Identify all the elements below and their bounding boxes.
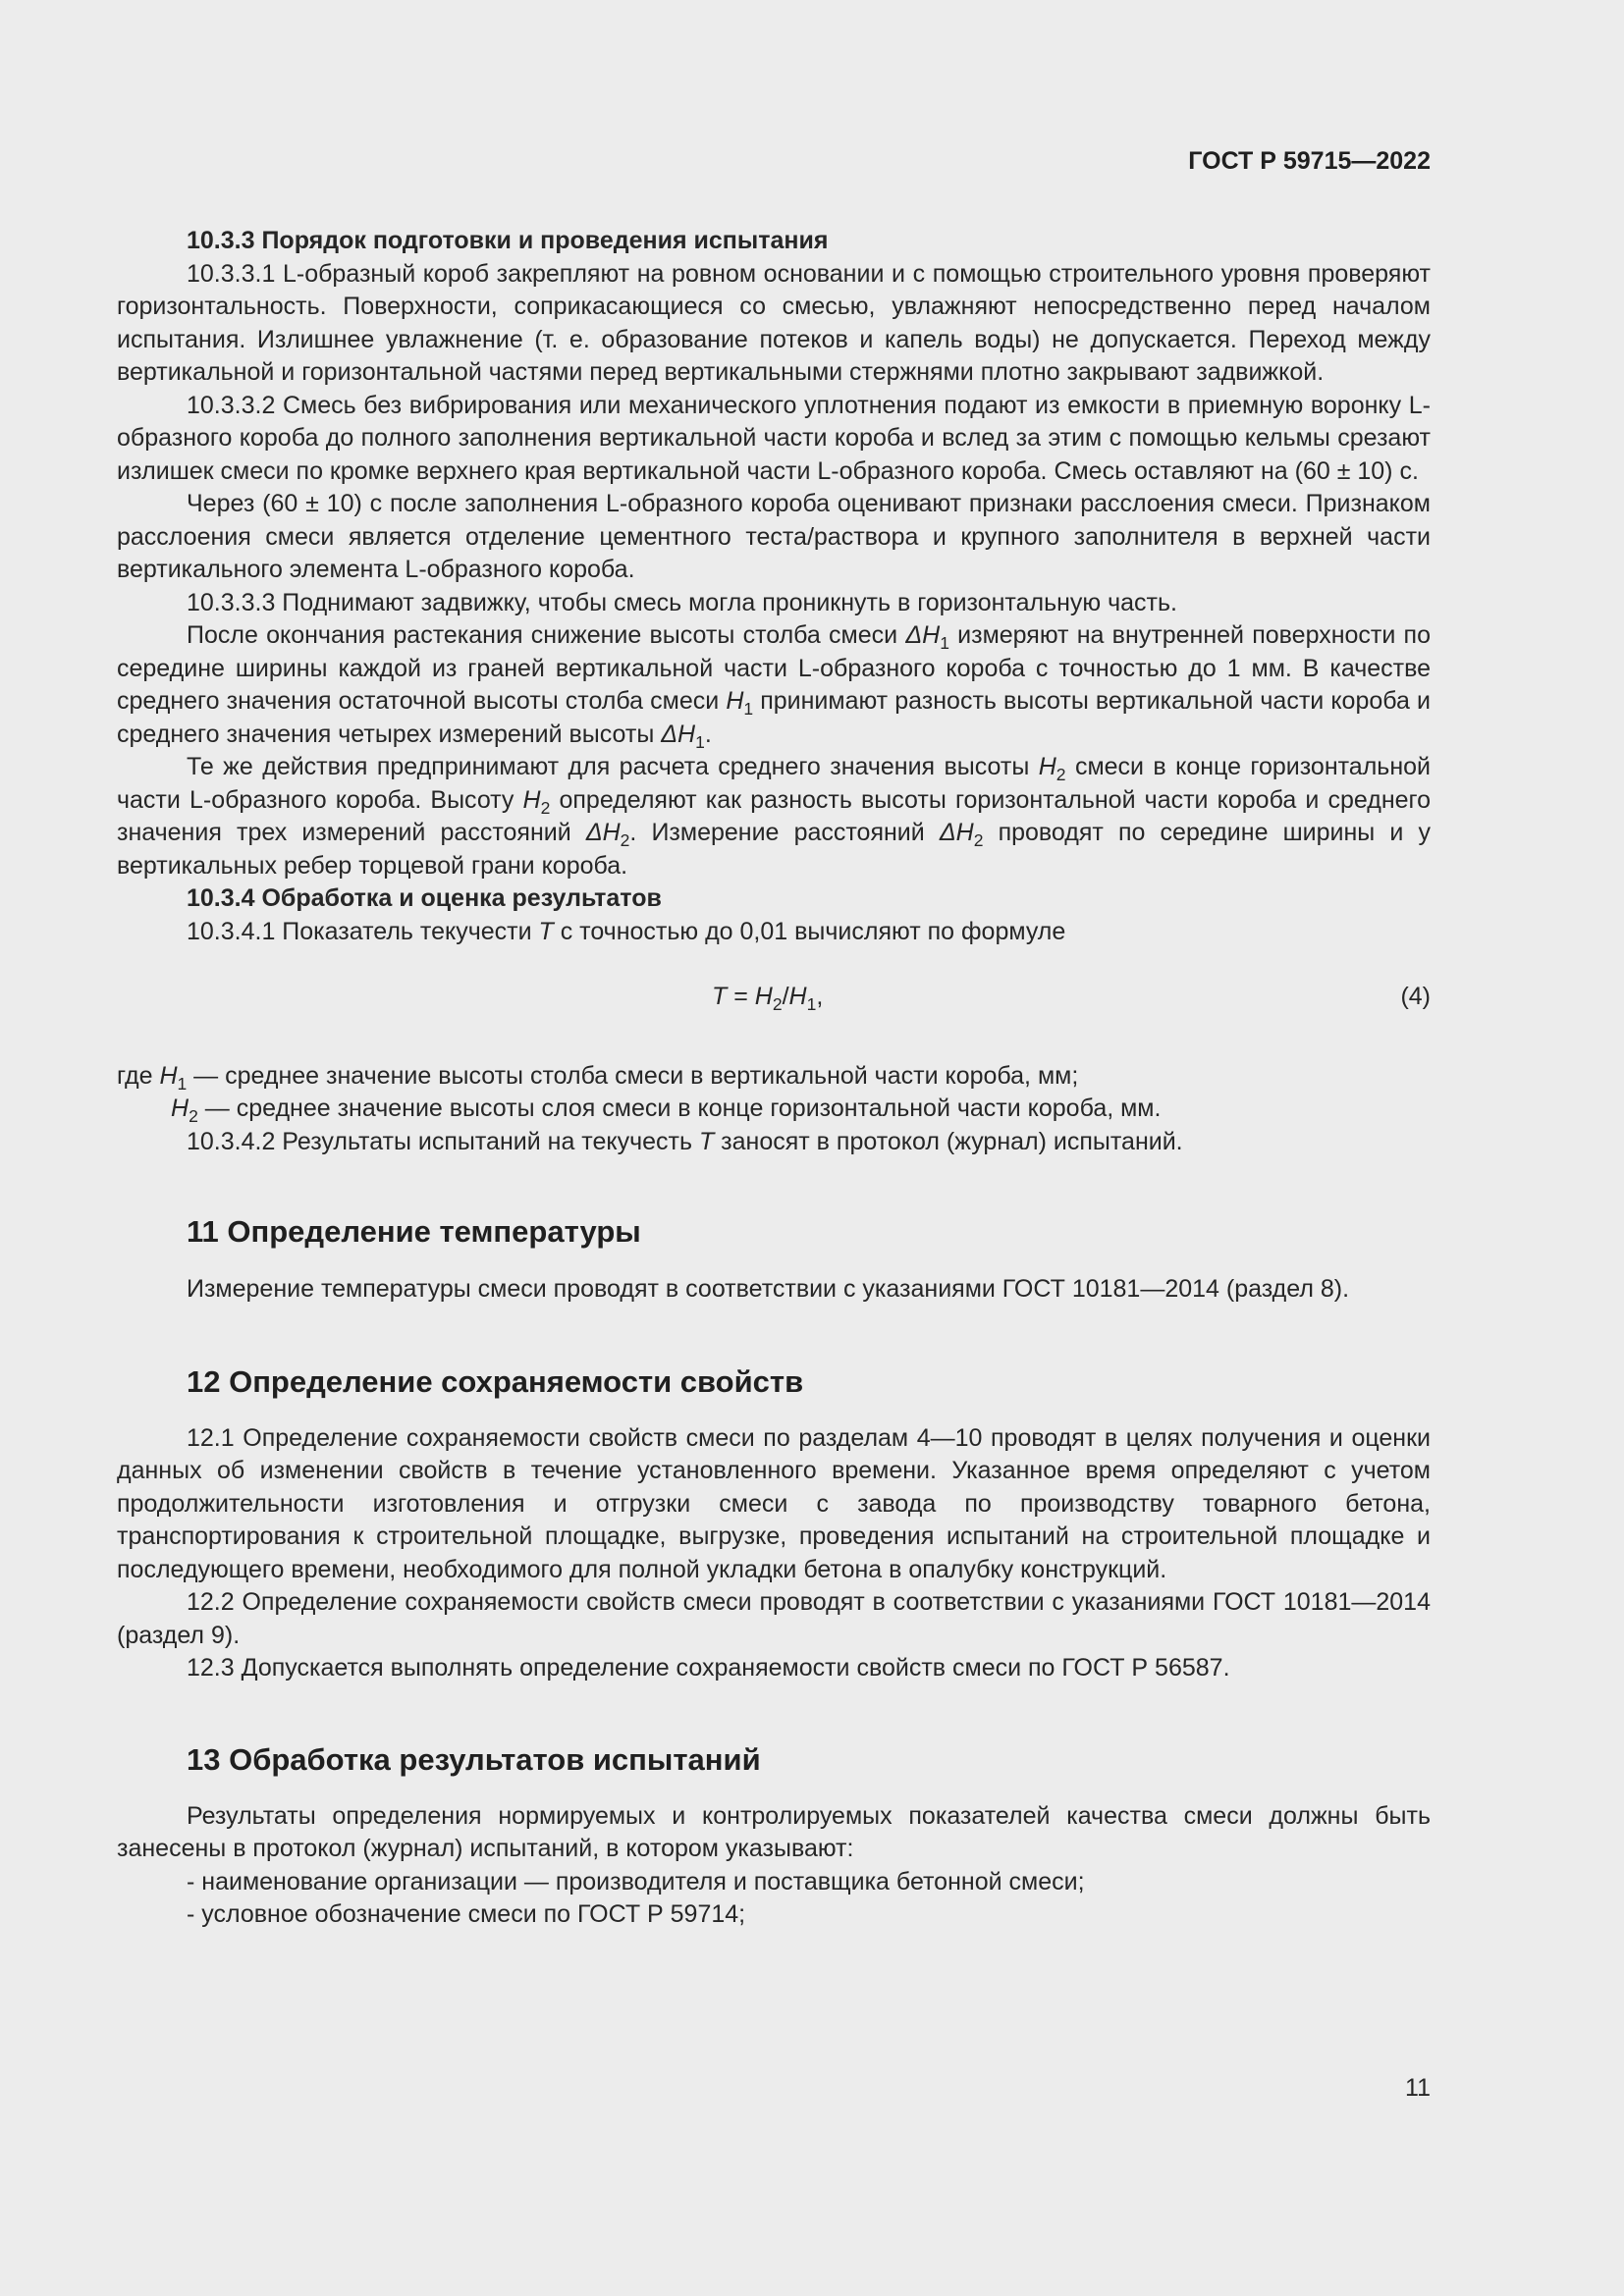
section-13-heading: 13 Обработка результатов испытаний: [187, 1741, 761, 1777]
paragraph-10-3-3-3: 10.3.3.3 Поднимают задвижку, чтобы смесь могла проникнуть в горизонтальную часть.: [187, 588, 1177, 616]
paragraph-12-1: 12.1 Определение сохраняемости свойств смеси по разделам 4—10 проводят в целях получения и оценки данных об изменении свойств в течение установленного времени. Указанное время определяют с учетом продолжительности изготовления и отгрузки смеси с завода по производству товарного бетона, транспортирования к строительной площадке, выгрузке, проведения испытаний на строительной площадке и последующего времени, необходимого для полной укладки бетона в опалубку конструкций.: [117, 1423, 1431, 1583]
paragraph-12-3: 12.3 Допускается выполнять определение сохраняемости свойств смеси по ГОСТ Р 56587.: [187, 1654, 1230, 1682]
legend-h1: где $H_1$ — среднее значение высоты столба смеси в вертикальной части короба, мм;: [117, 1061, 1079, 1094]
list-item: - наименование организации — производителя и поставщика бетонной смеси;: [187, 1867, 1085, 1896]
paragraph-12-2: 12.2 Определение сохраняемости свойств смеси проводят в соответствии с указаниями ГОСТ 10181—2014 (раздел 9).: [117, 1588, 1431, 1649]
section-12-heading: 12 Определение сохраняемости свойств: [187, 1363, 804, 1399]
standard-header: ГОСТ Р 59715—2022: [1188, 147, 1431, 175]
formula-expression: $T = H_2/H_1$,: [712, 983, 824, 1015]
section-10-3-4-heading: 10.3.4 Обработка и оценка результатов: [187, 884, 662, 912]
paragraph-measure-h1: После окончания растекания снижение высоты столба смеси $\Delta H_1$ измеряют на внутренней поверхности по середине ширины каждой из граней вертикальной части L-образного короба с точностью до 1 мм. В качестве среднего значения остаточной высоты столба смеси $H_1$ принимают разность высоты вертикальной части короба и среднего значения четырех измерений высоты $\Delta H_1$.: [117, 621, 1431, 752]
paragraph-10-3-3-2: 10.3.3.2 Смесь без вибрирования или механического уплотнения подают из емкости в приемную воронку L-образного короба до полного заполнения вертикальной части короба и вслед за этим с помощью кельмы срезают излишек смеси по кромке верхнего края вертикальной части L-образного короба. Смесь оставляют на (60 ± 10) с.: [117, 391, 1431, 485]
paragraph-measure-h2: Те же действия предпринимают для расчета среднего значения высоты $H_2$ смеси в конце горизонтальной части L-образного короба. Высоту $H_2$ определяют как разность высоты горизонтальной части короба и среднего значения трех измерений расстояний $\Delta H_2$. Измерение расстояний $\Delta H_2$ проводят по середине ширины и у вертикальных ребер торцевой грани короба.: [117, 753, 1431, 880]
page-body: [117, 225, 1431, 1932]
formula-number: (4): [1400, 983, 1431, 1010]
formula-4: [117, 981, 1431, 1014]
paragraph-11: Измерение температуры смеси проводят в соответствии с указаниями ГОСТ 10181—2014 (раздел 8).: [187, 1275, 1350, 1303]
section-11-heading: 11 Определение температуры: [187, 1214, 641, 1249]
page-number: 11: [1405, 2074, 1431, 2102]
legend-h2: $H_2$ — среднее значение высоты слоя смеси в конце горизонтальной части короба, мм.: [171, 1095, 1162, 1127]
paragraph-13: Результаты определения нормируемых и контролируемых показателей качества смеси должны быть занесены в протокол (журнал) испытаний, в котором указывают:: [117, 1801, 1431, 1862]
paragraph-10-3-3-1: 10.3.3.1 L-образный короб закрепляют на ровном основании и с помощью строительного уровня проверяют горизонтальность. Поверхности, соприкасающиеся со смесью, увлажняют непосредственно перед началом испытания. Излишнее увлажнение (т. е. образование потеков и капель воды) не допускается. Переход между вертикальной и горизонтальной частями перед вертикальными стержнями плотно закрывают задвижкой.: [117, 259, 1431, 386]
paragraph-stratification: Через (60 ± 10) с после заполнения L-образного короба оценивают признаки расслоения смеси. Признаком расслоения смеси является отделение цементного теста/раствора и крупного заполнителя в верхней части вертикального элемента L-образного короба.: [117, 490, 1431, 583]
paragraph-10-3-4-2: 10.3.4.2 Результаты испытаний на текучесть T заносят в протокол (журнал) испытаний.: [187, 1127, 1183, 1155]
section-10-3-3-heading: 10.3.3 Порядок подготовки и проведения испытания: [187, 227, 829, 254]
list-item: - условное обозначение смеси по ГОСТ Р 59714;: [187, 1900, 746, 1928]
paragraph-10-3-4-1: 10.3.4.1 Показатель текучести T с точностью до 0,01 вычисляют по формуле: [187, 917, 1066, 945]
